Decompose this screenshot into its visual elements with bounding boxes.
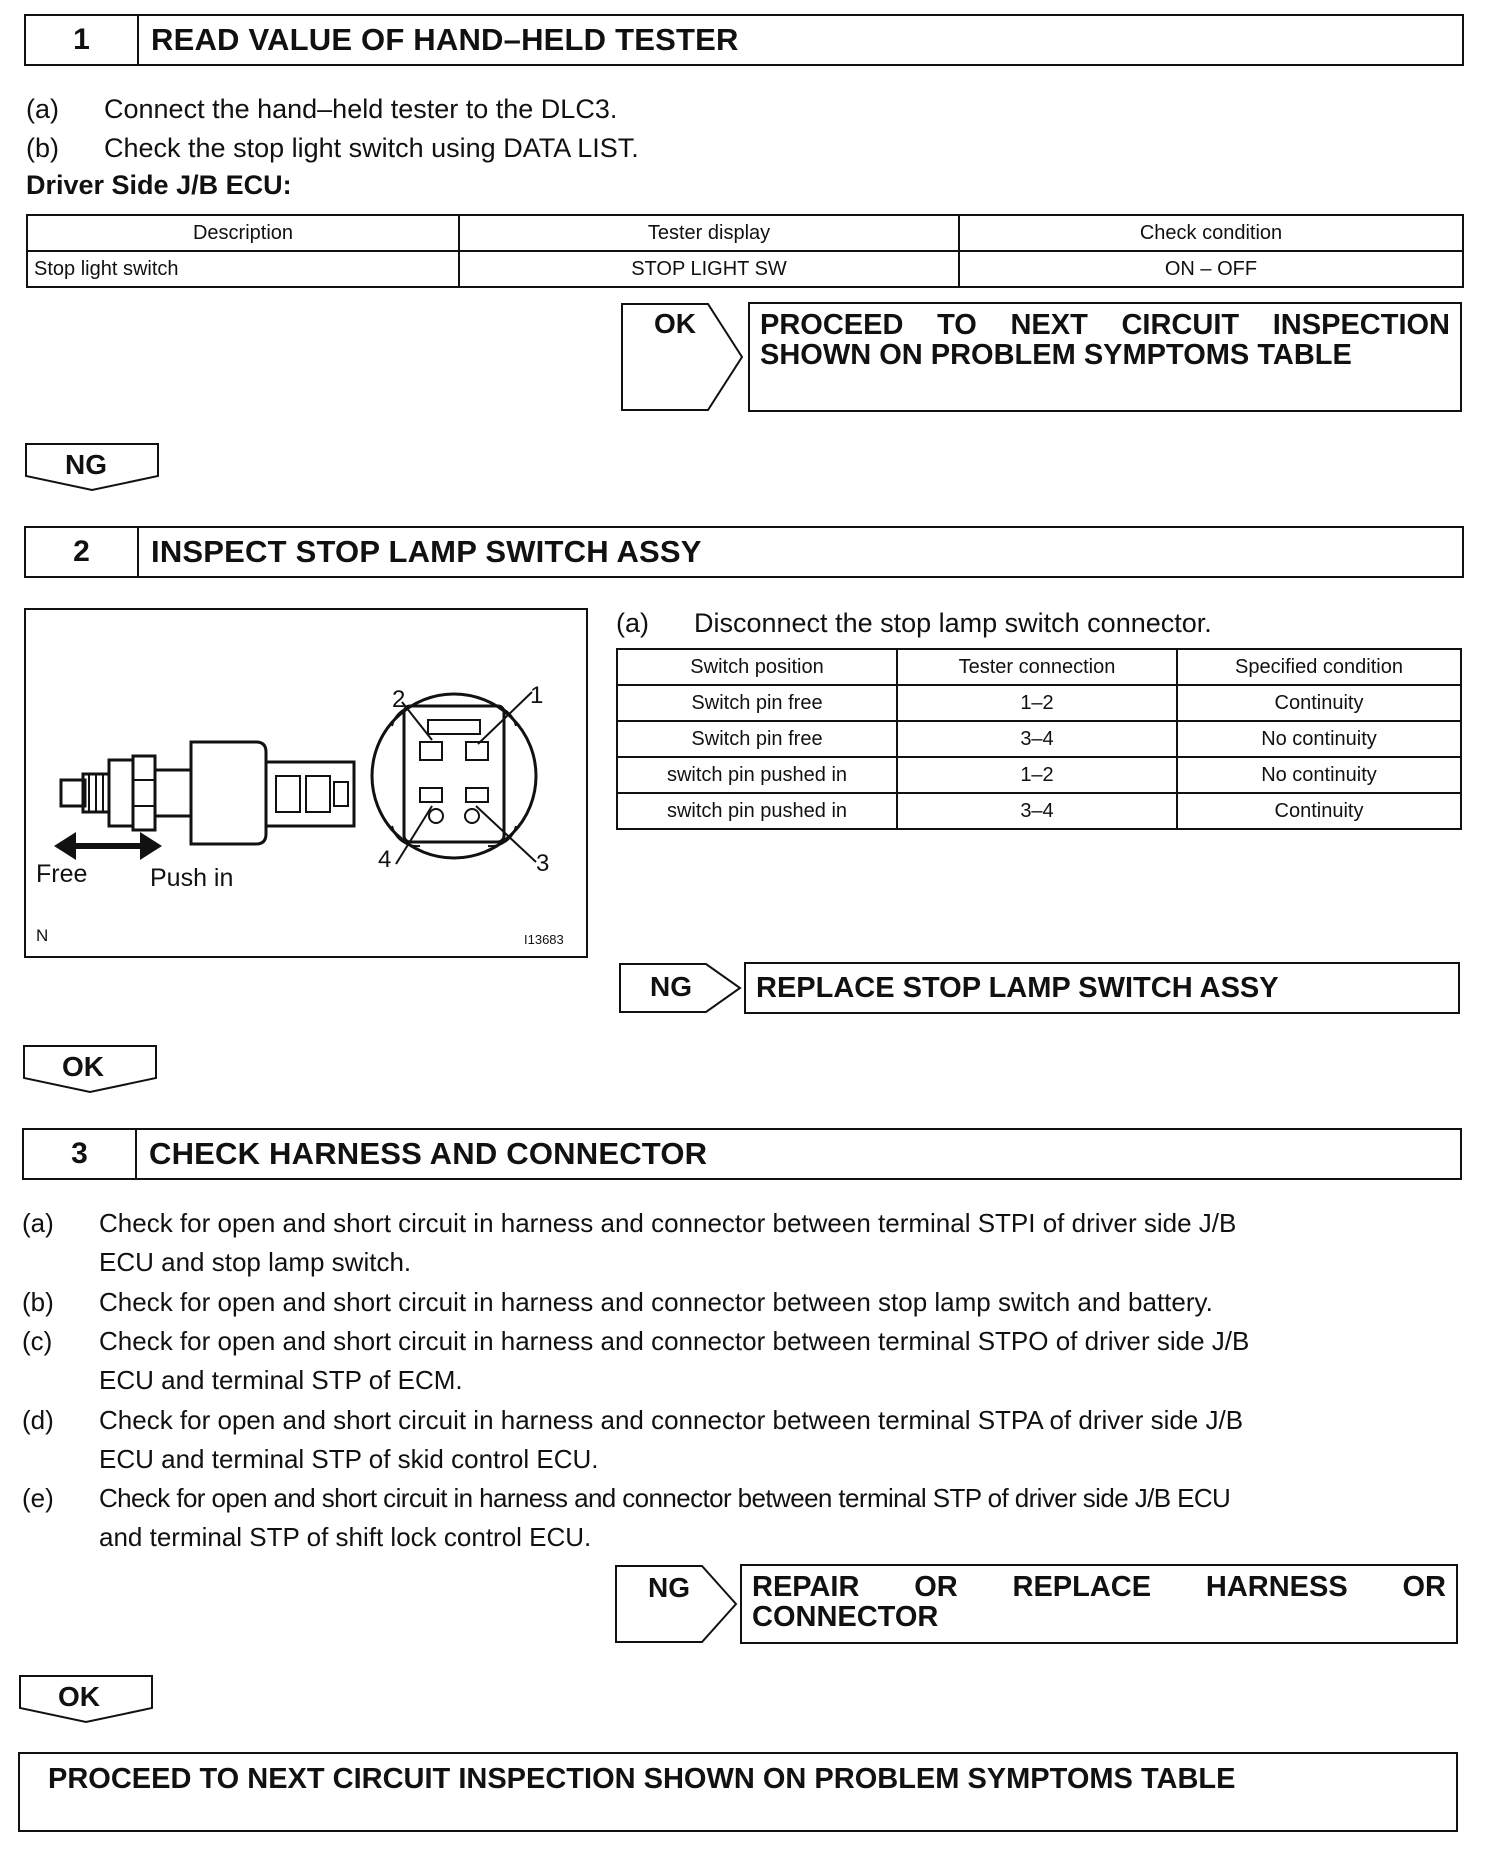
result-word: REPLACE	[1012, 1571, 1152, 1603]
table-cell: switch pin pushed in	[617, 793, 897, 829]
item-text-line: Check for open and short circuit in harness and connector between stop lamp switch and battery.	[99, 1287, 1213, 1317]
item-marker: (e)	[22, 1483, 54, 1513]
table-cell: switch pin pushed in	[617, 757, 897, 793]
step-1-ng-down-tag: NG	[65, 449, 107, 480]
pin-label-1: 1	[530, 682, 544, 709]
step-3-ng-tag: NG	[648, 1572, 690, 1603]
item-marker: (d)	[22, 1405, 54, 1435]
table-row	[617, 793, 1461, 829]
table-cell: No continuity	[1177, 757, 1461, 793]
table-header: Switch position	[617, 649, 897, 685]
result-line: PROCEED TO NEXT CIRCUIT INSPECTION	[760, 309, 1450, 341]
item-marker: (a)	[26, 94, 59, 124]
table-row	[617, 721, 1461, 757]
step-1-ok-tag: OK	[654, 308, 696, 339]
figure-id: I13683	[524, 932, 564, 947]
result-word: HARNESS	[1205, 1571, 1348, 1603]
result-line: CONNECTOR	[752, 1601, 939, 1633]
table-cell: 3–4	[897, 721, 1177, 757]
figure-corner-left: N	[36, 926, 49, 945]
item-marker: (a)	[616, 608, 649, 638]
step-1-number: 1	[26, 16, 139, 64]
item-marker: (a)	[22, 1208, 54, 1238]
table-cell: Switch pin free	[617, 721, 897, 757]
pin-label-2: 2	[392, 686, 406, 713]
result-line: SHOWN ON PROBLEM SYMPTOMS TABLE	[760, 339, 1352, 371]
step-2-number: 2	[26, 528, 139, 576]
item-text-line: and terminal STP of shift lock control ECU.	[99, 1522, 592, 1552]
final-result-box: PROCEED TO NEXT CIRCUIT INSPECTION SHOWN ON PROBLEM SYMPTOMS TABLE	[18, 1752, 1458, 1832]
step-1-item-a	[26, 90, 1426, 128]
table-cell: 1–2	[897, 685, 1177, 721]
item-text-line: Check for open and short circuit in harness and connector between terminal STPA of driver side J/B	[99, 1405, 1244, 1435]
step-1-header	[24, 14, 1464, 66]
table-header: Description	[27, 215, 459, 251]
table-cell: Continuity	[1177, 793, 1461, 829]
stop-lamp-switch-illustration	[26, 610, 586, 956]
step-2-title: INSPECT STOP LAMP SWITCH ASSY	[151, 534, 702, 569]
label-free: Free	[36, 860, 88, 888]
step-2-ok-down-tag: OK	[62, 1051, 104, 1082]
item-text-line: ECU and terminal STP of skid control ECU.	[99, 1444, 599, 1474]
stop-lamp-switch-figure	[24, 608, 588, 958]
item-text: Check the stop light switch using DATA LIST.	[104, 133, 639, 163]
step-2-item-a	[616, 604, 1476, 642]
table-cell: ON – OFF	[959, 251, 1463, 287]
table-cell: 1–2	[897, 757, 1177, 793]
step-2-table	[616, 648, 1462, 830]
result-word: OR	[1402, 1571, 1446, 1603]
item-marker: (b)	[22, 1287, 54, 1317]
table-cell: Continuity	[1177, 685, 1461, 721]
item-marker: (c)	[22, 1326, 53, 1356]
item-text-line: Check for open and short circuit in harness and connector between terminal STPI of driver side J/B	[99, 1208, 1237, 1238]
table-header: Specified condition	[1177, 649, 1461, 685]
step-3-header	[22, 1128, 1462, 1180]
step-3-title: CHECK HARNESS AND CONNECTOR	[149, 1136, 708, 1171]
item-text-line: Check for open and short circuit in harness and connector between terminal STP of driver side J/B ECU	[99, 1483, 1231, 1513]
label-push-in: Push in	[150, 864, 234, 892]
table-cell: STOP LIGHT SW	[459, 251, 959, 287]
table-row	[617, 685, 1461, 721]
pin-label-4: 4	[378, 846, 392, 873]
step-3-number: 3	[24, 1130, 137, 1178]
step-1-subheading: Driver Side J/B ECU:	[26, 170, 292, 200]
table-cell: No continuity	[1177, 721, 1461, 757]
item-text-line: ECU and terminal STP of ECM.	[99, 1365, 463, 1395]
table-cell: Switch pin free	[617, 685, 897, 721]
step-1-item-b	[26, 129, 1426, 167]
result-word: OR	[914, 1571, 958, 1603]
table-header: Check condition	[959, 215, 1463, 251]
step-2-ng-result: REPLACE STOP LAMP SWITCH ASSY	[744, 962, 1460, 1014]
table-header: Tester connection	[897, 649, 1177, 685]
step-2-ng-tag: NG	[650, 971, 692, 1002]
result-line	[752, 1572, 1446, 1602]
table-header: Tester display	[459, 215, 959, 251]
item-text-line: ECU and stop lamp switch.	[99, 1247, 412, 1277]
step-1-table	[26, 214, 1464, 288]
table-cell: Stop light switch	[27, 251, 459, 287]
item-marker: (b)	[26, 133, 59, 163]
pin-label-3: 3	[536, 850, 550, 877]
item-text: Connect the hand–held tester to the DLC3.	[104, 94, 618, 124]
step-1-ok-result	[748, 302, 1462, 412]
item-text-line: Check for open and short circuit in harness and connector between terminal STPO of driver side J/B	[99, 1326, 1250, 1356]
table-row	[617, 757, 1461, 793]
result-word: REPAIR	[752, 1571, 860, 1603]
step-3-ok-down-tag: OK	[58, 1681, 100, 1712]
step-1-title: READ VALUE OF HAND–HELD TESTER	[151, 22, 739, 57]
step-3-ng-result	[740, 1564, 1458, 1644]
item-text: Disconnect the stop lamp switch connector.	[694, 608, 1212, 638]
step-2-header	[24, 526, 1464, 578]
table-cell: 3–4	[897, 793, 1177, 829]
